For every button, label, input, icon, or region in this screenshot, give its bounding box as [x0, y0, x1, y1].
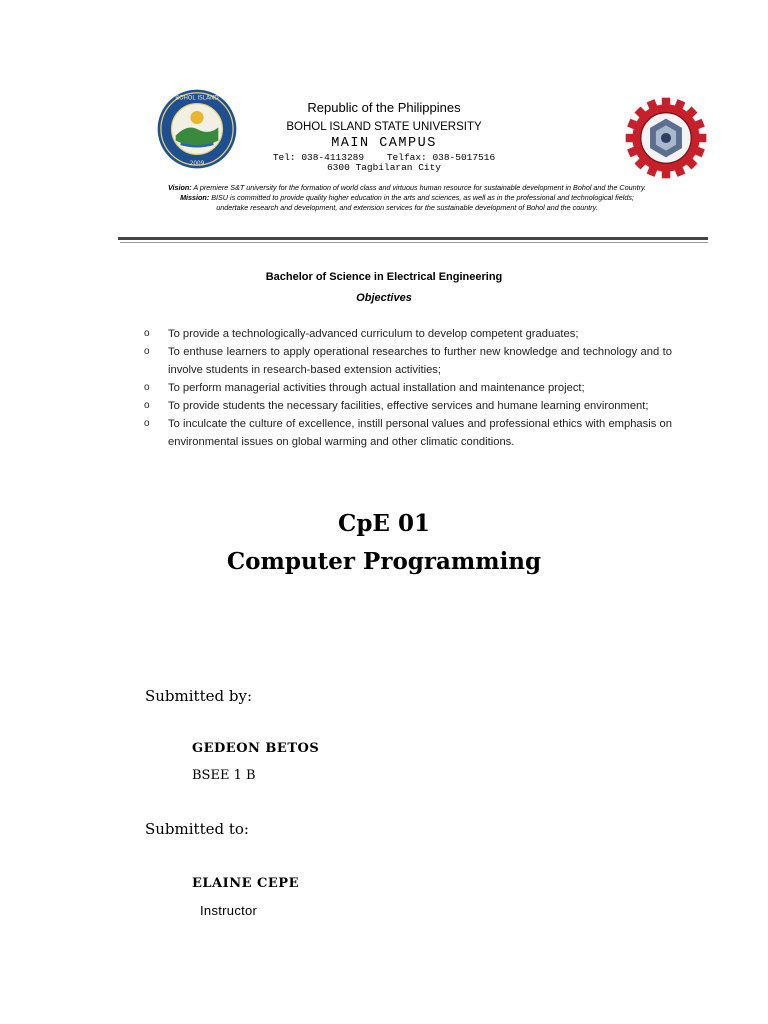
vision-label: Vision:: [167, 183, 192, 192]
header-divider: [118, 237, 708, 240]
bullet-icon: o: [144, 346, 150, 357]
header-divider-shadow: [120, 242, 708, 243]
bullet-icon: o: [144, 328, 150, 339]
objective-item: [144, 415, 672, 451]
city-line: 6300 Tagbilaran City: [326, 162, 442, 173]
svg-text:BOHOL ISLAND: BOHOL ISLAND: [175, 95, 219, 102]
program-title: Bachelor of Science in Electrical Engineering: [265, 271, 503, 283]
objective-text: To provide a technologically-advanced curriculum to develop competent graduates;: [168, 328, 579, 340]
vision-line: [140, 183, 674, 193]
submitted-to-label: Submitted to:: [145, 820, 249, 838]
campus-name: MAIN CAMPUS: [331, 136, 437, 151]
mission-text: BISU is committed to provide quality higher education in the arts and sciences, as well as in the professional and technological fields;: [211, 193, 634, 202]
objective-item: [144, 325, 672, 343]
bullet-icon: o: [144, 400, 150, 411]
objective-text: To provide students the necessary facilities, effective services and humane learning environment;: [168, 400, 649, 412]
instructor-role: Instructor: [200, 903, 258, 918]
objective-text: To inculcate the culture of excellence, instill personal values and professional ethics with emphasis on environmental issues on global warming and other climatic conditions.: [168, 418, 672, 448]
objectives-heading: Objectives: [356, 292, 412, 304]
objective-item: [144, 397, 672, 415]
objective-text: To enthuse learners to apply operational researches to further new knowledge and technology and to involve students in research-based extension activities;: [168, 346, 672, 376]
bullet-icon: o: [144, 418, 150, 429]
objective-text: To perform managerial activities through actual installation and maintenance project;: [168, 382, 585, 394]
vision-mission-block: [140, 183, 674, 213]
mission-label: Mission:: [180, 193, 210, 202]
mission-text-2: undertake research and development, and extension services for the sustainable development of Bohol and the country.: [216, 203, 598, 212]
republic-heading: Republic of the Philippines: [307, 100, 461, 115]
submitted-by-label: Submitted by:: [145, 687, 252, 705]
instructor-name: ELAINE CEPE: [192, 876, 299, 891]
contact-line: Tel: 038-4113289 Telfax: 038-5017516: [272, 152, 496, 163]
bullet-icon: o: [144, 382, 150, 393]
svg-text:2009: 2009: [189, 161, 205, 168]
student-section: BSEE 1 B: [192, 768, 256, 783]
objectives-list: [144, 325, 672, 451]
course-title: Computer Programming: [226, 548, 542, 575]
student-name: GEDEON BETOS: [192, 741, 320, 756]
university-name: BOHOL ISLAND STATE UNIVERSITY: [286, 121, 482, 133]
course-code: CpE 01: [338, 510, 430, 537]
mission-line: [140, 193, 674, 203]
objective-item: [144, 343, 672, 379]
vision-text: A premiere S&T university for the formation of world class and virtuous human resource for sustainable development in Bohol and the Country.: [193, 183, 647, 192]
objective-item: [144, 379, 672, 397]
